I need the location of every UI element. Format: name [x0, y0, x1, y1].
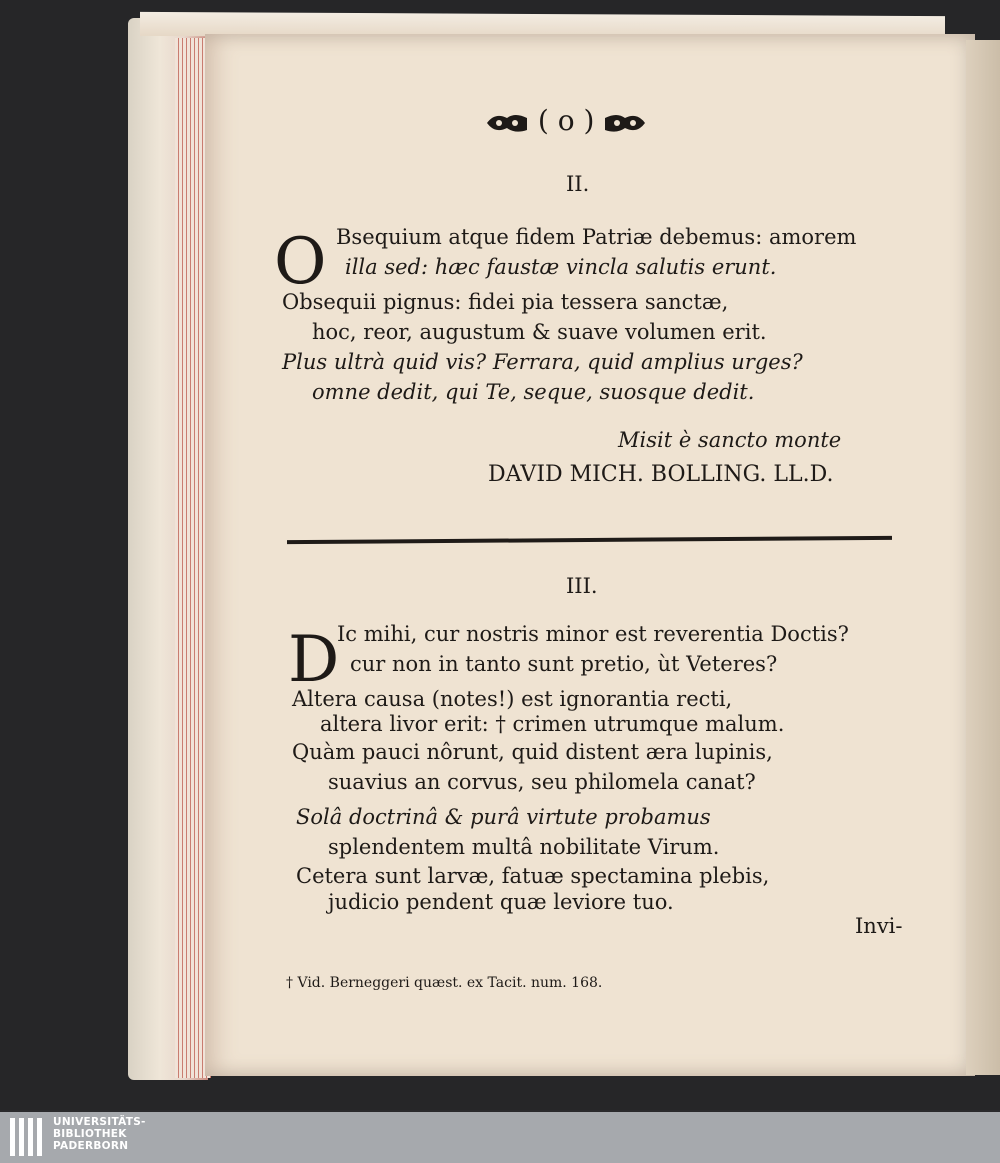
page-fold [966, 40, 1000, 1075]
poem-3-line: Altera causa (notes!) est ignorantia recti, [292, 687, 733, 711]
poem-3-initial: D [288, 623, 340, 697]
page-number-mark: ( o ) [537, 104, 595, 137]
sender-line: Misit è sancto monte [618, 428, 842, 452]
library-logo-icon [8, 1114, 48, 1160]
poem-3-line: Quàm pauci nôrunt, quid distent æra lupinis, [292, 740, 773, 764]
poem-3-line: Solâ doctrinâ & purâ virtute probamus [296, 805, 711, 829]
poem-2-line: hoc, reor, augustum & suave volumen erit. [312, 320, 767, 344]
poem-3-line: Ic mihi, cur nostris minor est reverentia Doctis? [337, 622, 849, 646]
poem-3-number: III. [566, 574, 598, 598]
poem-3-line: splendentem multâ nobilitate Virum. [328, 835, 720, 859]
library-name-line-1: UNIVERSITÄTS- [53, 1116, 146, 1128]
poem-2-line: Obsequii pignus: fidei pia tessera sanctæ, [282, 290, 729, 314]
poem-2-author: DAVID MICH. BOLLING. LL.D. [488, 462, 834, 487]
poem-3-line: judicio pendent quæ leviore tuo. [328, 890, 674, 914]
poem-2-line: Plus ultrà quid vis? Ferrara, quid amplius urges? [282, 350, 803, 374]
library-footer-bar [0, 1112, 1000, 1163]
poem-2-line: omne dedit, qui Te, seque, suosque dedit. [312, 380, 755, 404]
poem-3-line: altera livor erit: † crimen utrumque malum. [320, 712, 785, 736]
poem-2-number: II. [566, 172, 590, 196]
catchword: Invi- [855, 914, 903, 938]
library-name-line-3: PADERBORN [53, 1140, 129, 1152]
poem-2-line: Bsequium atque fidem Patriæ debemus: amorem [336, 225, 857, 249]
poem-3-line: Cetera sunt larvæ, fatuæ spectamina plebis, [296, 864, 770, 888]
page-header [485, 104, 647, 137]
right-ornament-icon [603, 110, 647, 136]
left-ornament-icon [485, 110, 529, 136]
library-name [53, 1116, 146, 1152]
library-name-line-2: BIBLIOTHEK [53, 1128, 127, 1140]
poem-2-initial: O [274, 225, 327, 299]
poem-2-line: illa sed: hæc faustæ vincla salutis erunt. [345, 255, 777, 279]
poem-3-line: cur non in tanto sunt pretio, ùt Veteres? [350, 652, 778, 676]
footnote: † Vid. Berneggeri quæst. ex Tacit. num. 168. [286, 975, 603, 991]
poem-3-line: suavius an corvus, seu philomela canat? [328, 770, 756, 794]
